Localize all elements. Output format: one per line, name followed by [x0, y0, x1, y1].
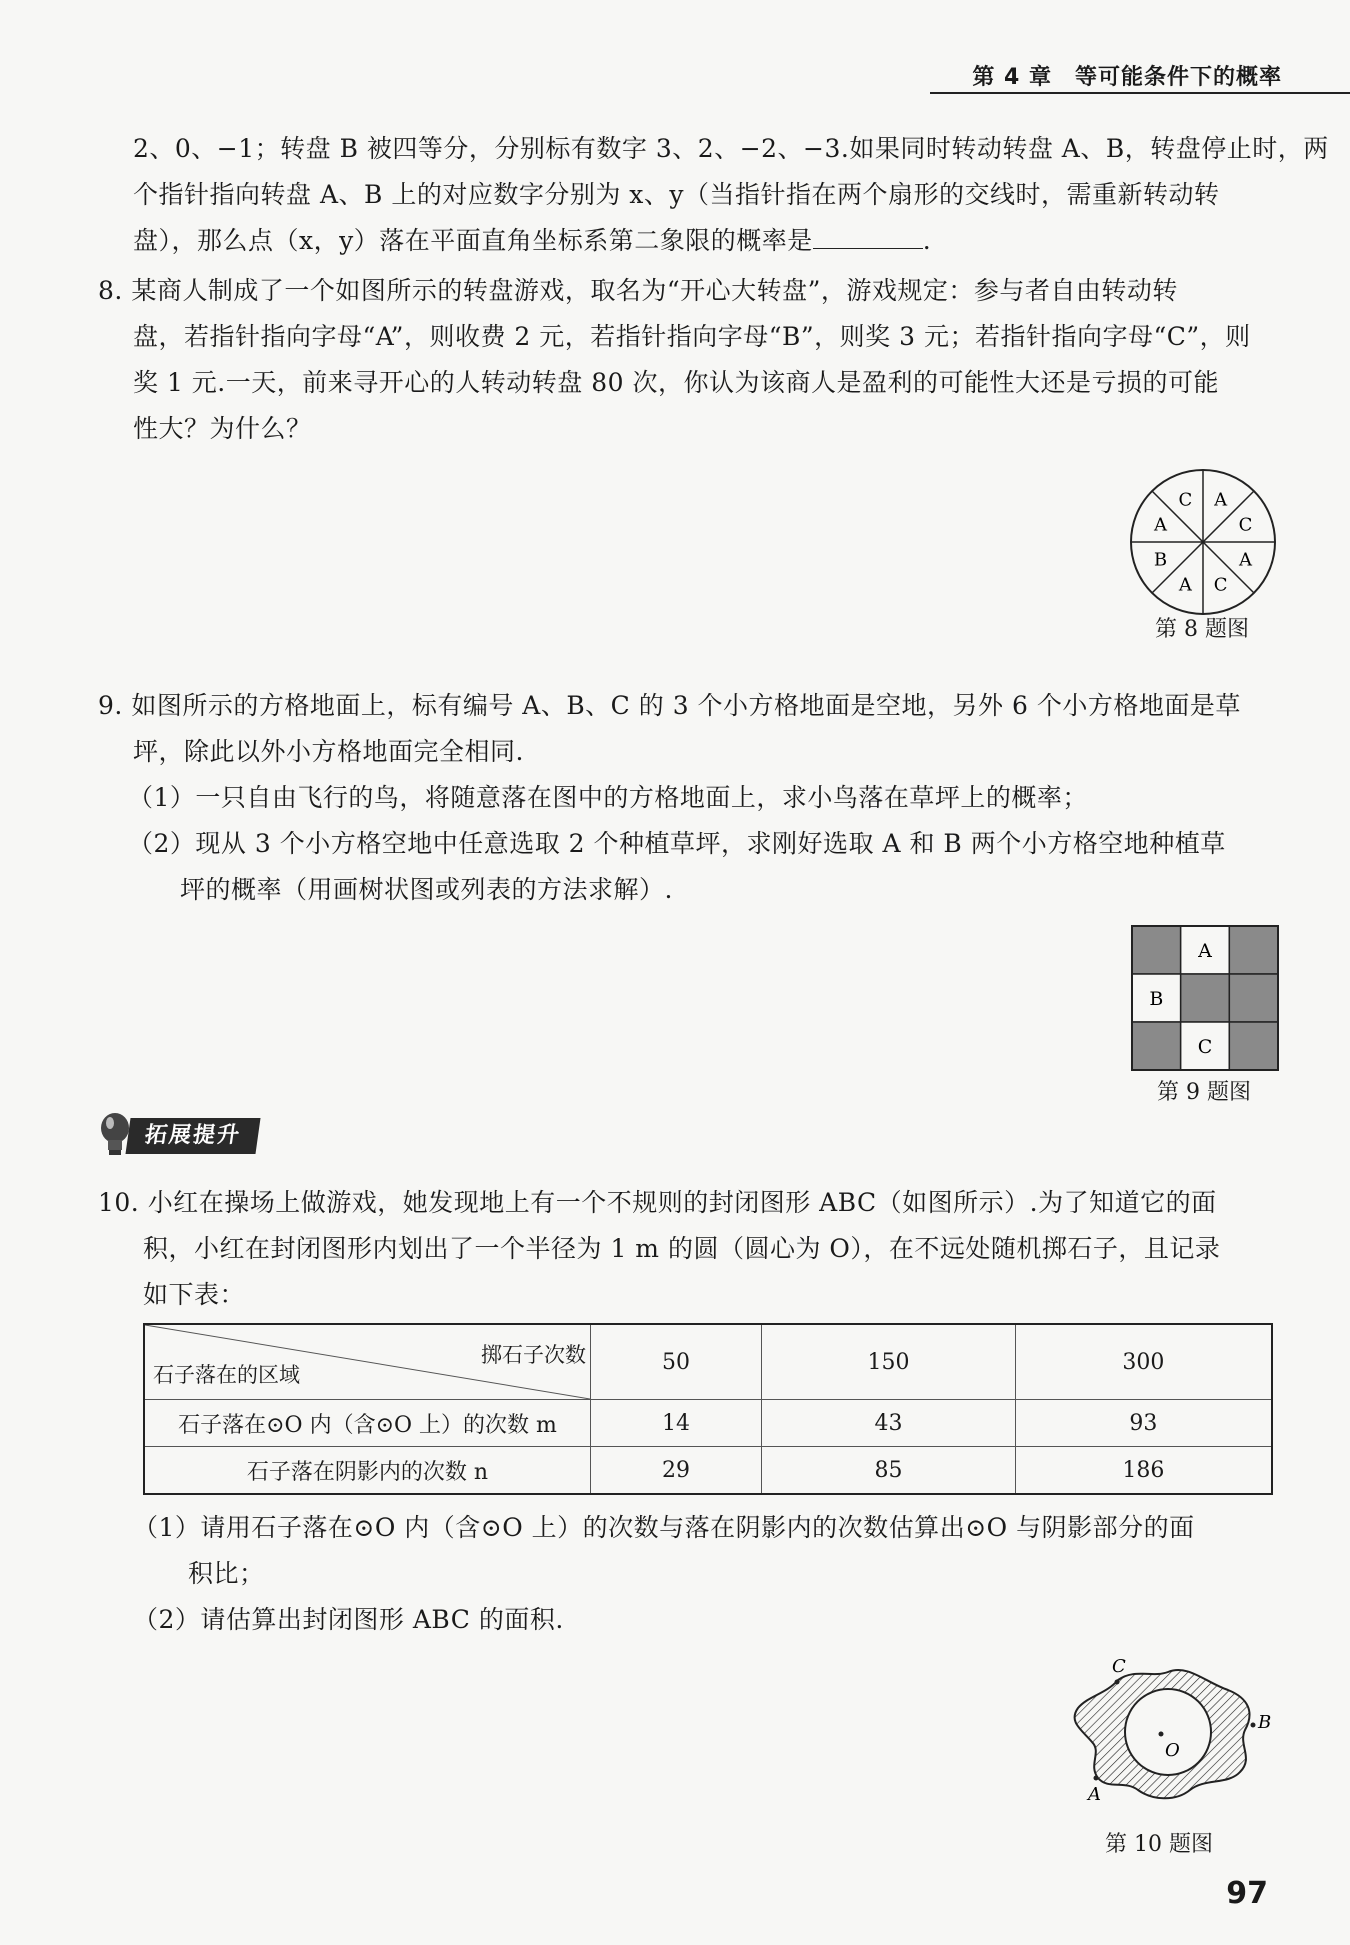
table-cell: 93 — [1015, 1400, 1272, 1447]
table-row-label: 石子落在⊙O 内（含⊙O 上）的次数 m — [144, 1400, 591, 1447]
q8-line-2: 盘，若指针指向字母“A”，则收费 2 元，若指针指向字母“B”，则奖 3 元；若指针指向字母“C”，则 — [133, 322, 1251, 351]
chapter-header: 第 4 章 等可能条件下的概率 — [972, 65, 1282, 90]
corner-bottom-label: 石子落在的区域 — [153, 1363, 300, 1387]
q9-line-2: 坪，除此以外小方格地面完全相同. — [133, 737, 524, 766]
figure-9-caption: 第 9 题图 — [1157, 1080, 1251, 1105]
spinner-sector-label: C — [1213, 574, 1228, 596]
q9-line-1 — [98, 683, 1241, 729]
label-c: C — [1112, 1656, 1126, 1677]
spinner-sector-label: C — [1238, 514, 1253, 536]
spinner-sector-label: A — [1178, 574, 1192, 596]
table-cell: 29 — [591, 1447, 762, 1495]
q7-line-3-end: . — [922, 226, 932, 255]
q10-line-1-text: 小红在操场上做游戏，她发现地上有一个不规则的封闭图形 ABC（如图所示）.为了知道它的面 — [147, 1188, 1217, 1217]
table-column-header: 300 — [1015, 1324, 1272, 1400]
q10-part-1-line-2: 积比； — [188, 1559, 265, 1588]
q8-line-4: 性大？为什么？ — [133, 414, 312, 443]
grid-cell-lawn — [1132, 926, 1181, 974]
q8-number: 8. — [98, 276, 123, 305]
table-cell: 43 — [762, 1400, 1016, 1447]
q7-line-2: 个指针指向转盘 A、B 上的对应数字分别为 x、y（当指针指在两个扇形的交线时，需重新转动转 — [133, 180, 1220, 209]
grid-figure — [1131, 925, 1279, 1071]
label-a: A — [1088, 1784, 1101, 1805]
center-point — [1159, 1732, 1164, 1737]
shape-abc-figure — [1040, 1650, 1280, 1820]
table-row — [144, 1447, 1272, 1495]
grid-cell-lawn — [1229, 974, 1278, 1022]
q10-part-1-line-1: （1）请用石子落在⊙O 内（含⊙O 上）的次数与落在阴影内的次数估算出⊙O 与阴影部分的面 — [133, 1513, 1195, 1542]
grid-cell-lawn — [1132, 1022, 1181, 1070]
q10-part-2: （2）请估算出封闭图形 ABC 的面积. — [133, 1605, 564, 1634]
spinner-sector-label: A — [1239, 549, 1252, 571]
q10-number: 10. — [98, 1188, 140, 1217]
q7-line-3-text: 盘），那么点（x，y）落在平面直角坐标系第二象限的概率是 — [133, 226, 813, 255]
q9-part-2-line-2: 坪的概率（用画树状图或列表的方法求解）. — [180, 875, 673, 904]
q9-part-1: （1）一只自由飞行的鸟，将随意落在图中的方格地面上，求小鸟落在草坪上的概率； — [128, 783, 1088, 812]
q7-line-3 — [133, 218, 1329, 264]
label-b: B — [1258, 1712, 1272, 1733]
question-10-parts — [133, 1505, 1195, 1643]
section-banner — [98, 1118, 258, 1154]
grid-cell-lawn — [1181, 974, 1230, 1022]
q9-number: 9. — [98, 691, 123, 720]
section-title: 拓展提升 — [125, 1118, 260, 1154]
stone-throw-table — [143, 1323, 1273, 1495]
point-c — [1115, 1680, 1120, 1685]
spinner-sector-label: A — [1154, 514, 1167, 536]
grid-cell-lawn — [1229, 926, 1278, 974]
question-9 — [98, 683, 1241, 913]
table-corner-cell — [144, 1324, 591, 1400]
question-10 — [98, 1180, 1220, 1318]
circle-o — [1125, 1689, 1211, 1775]
q10-line-1 — [98, 1180, 1220, 1226]
table-cell: 14 — [591, 1400, 762, 1447]
grid-cell-lawn — [1229, 1022, 1278, 1070]
question-8 — [98, 268, 1251, 452]
question-7-continuation — [133, 126, 1329, 264]
table-row-label: 石子落在阴影内的次数 n — [144, 1447, 591, 1495]
table-column-header: 50 — [591, 1324, 762, 1400]
table-cell: 85 — [762, 1447, 1016, 1495]
q7-line-1: 2、0、−1；转盘 B 被四等分，分别标有数字 3、2、−2、−3.如果同时转动转盘 A、B，转盘停止时，两 — [133, 134, 1329, 163]
table-column-header: 150 — [762, 1324, 1016, 1400]
spinner-sector-label: B — [1153, 549, 1168, 571]
table-header-row — [144, 1324, 1272, 1400]
answer-blank — [813, 224, 923, 249]
q9-line-1-text: 如图所示的方格地面上，标有编号 A、B、C 的 3 个小方格地面是空地，另外 6 个小方格地面是草 — [131, 691, 1241, 720]
spinner-figure — [1128, 467, 1278, 617]
q9-part-2-line-1: （2）现从 3 个小方格空地中任意选取 2 个种植草坪，求刚好选取 A 和 B 两个小方格空地种植草 — [128, 829, 1226, 858]
q8-line-1 — [98, 268, 1251, 314]
table-row — [144, 1400, 1272, 1447]
grid-cell-label: C — [1197, 1036, 1213, 1058]
grid-cell-label: B — [1149, 988, 1164, 1010]
page-number: 97 — [1226, 1876, 1268, 1911]
spinner-sector-label: C — [1178, 489, 1193, 511]
point-b — [1251, 1723, 1256, 1728]
q8-line-3: 奖 1 元.一天，前来寻开心的人转动转盘 80 次，你认为该商人是盈利的可能性大还是亏损的可能 — [133, 368, 1219, 397]
corner-top-label: 掷石子次数 — [481, 1343, 586, 1367]
grid-cell-label: A — [1198, 940, 1212, 962]
figure-10-caption: 第 10 题图 — [1105, 1832, 1213, 1857]
point-a — [1094, 1776, 1099, 1781]
label-o: O — [1165, 1740, 1180, 1761]
table-cell: 186 — [1015, 1447, 1272, 1495]
q8-line-1-text: 某商人制成了一个如图所示的转盘游戏，取名为“开心大转盘”，游戏规定：参与者自由转动转 — [131, 276, 1178, 305]
header-rule — [930, 92, 1350, 94]
spinner-sector-label: A — [1214, 489, 1228, 511]
q10-line-2: 积，小红在封闭图形内划出了一个半径为 1 m 的圆（圆心为 O），在不远处随机掷石子，且记录 — [143, 1234, 1221, 1263]
q10-line-3: 如下表： — [143, 1280, 246, 1309]
figure-8-caption: 第 8 题图 — [1155, 617, 1249, 642]
